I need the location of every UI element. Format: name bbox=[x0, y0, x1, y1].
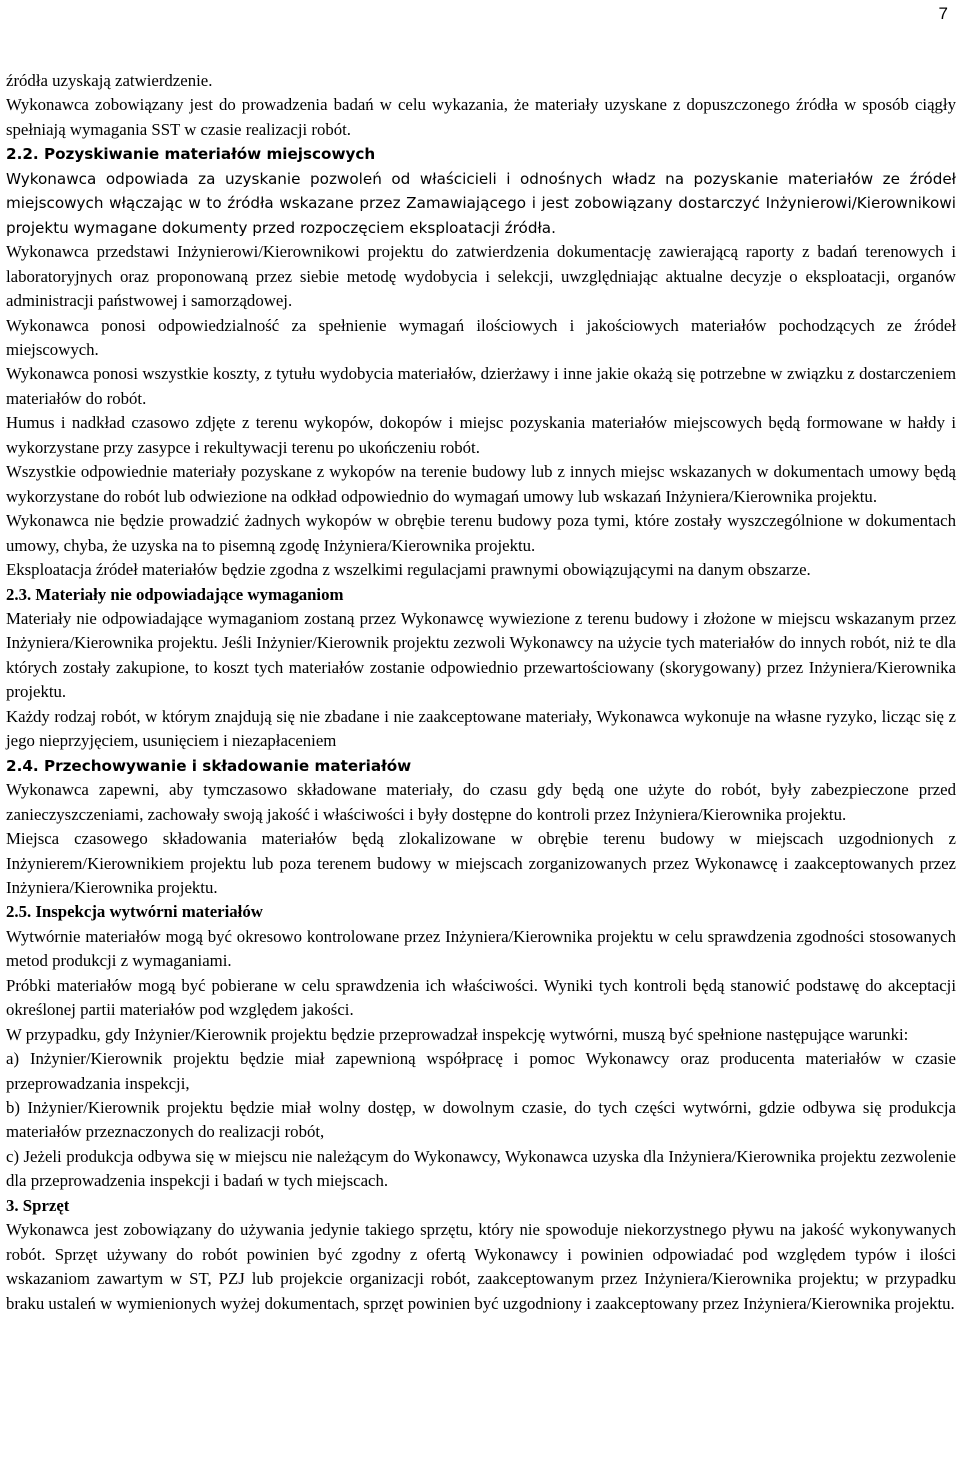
list-item-b: b) Inżynier/Kierownik projektu będzie miał wolny dostęp, w dowolnym czasie, do tych części wytwórni, gdzie odbywa się produkcja materiałów przeznaczonych do realizacji robót, bbox=[6, 1098, 956, 1142]
paragraph: Wykonawca przedstawi Inżynierowi/Kierownikowi projektu do zatwierdzenia dokumentację zawierającą raporty z badań terenowych i laboratoryjnych oraz proponowaną przez siebie metodę wydobycia i selekcji, uwzględniając aktualne decyzje o eksploatacji, organów administracji państwowej i samorządowej. bbox=[6, 242, 956, 311]
paragraph: Eksploatacja źródeł materiałów będzie zgodna z wszelkimi regulacjami prawnymi obowiązującymi na danym obszarze. bbox=[6, 560, 811, 580]
document-page bbox=[6, 0, 956, 1462]
paragraph: Wykonawca nie będzie prowadzić żadnych wykopów w obrębie terenu budowy poza tymi, które zostały wyszczególnione w dokumentach umowy, chyba, że uzyska na to pisemną zgodę Inżyniera/Kierownika projektu. bbox=[6, 511, 956, 555]
section-heading-2-3: 2.3. Materiały nie odpowiadające wymaganiom bbox=[6, 584, 344, 604]
section-heading-2-2: 2.2. Pozyskiwanie materiałów miejscowych bbox=[6, 145, 376, 164]
list-item-a: a) Inżynier/Kierownik projektu będzie miał zapewnioną współpracę i pomoc Wykonawcy oraz producenta materiałów w czasie przeprowadzania inspekcji, bbox=[6, 1049, 956, 1093]
paragraph: Próbki materiałów mogą być pobierane w celu sprawdzenia ich właściwości. Wyniki tych kontroli będą stanowić podstawę do akceptacji określonej partii materiałów pod względem jakości. bbox=[6, 975, 956, 1020]
paragraph: Miejsca czasowego składowania materiałów będą zlokalizowane w obrębie terenu budowy w miejscach uzgodnionych z Inżynierem/Kierownikiem projektu lub poza terenem budowy w miejscach zorganizowanych przez Wykonawcę i zaakceptowanych przez Inżyniera/Kierownika projektu. bbox=[6, 829, 956, 897]
paragraph: Wykonawca odpowiada za uzyskanie pozwoleń od właścicieli i odnośnych władz na pozyskanie materiałów ze źródeł miejscowych włączając w to źródła wskazane przez Zamawiającego i jest zobowiązany dostarczyć Inżynierowi/Kierownikowi projektu wymagane dokumenty przed rozpoczęciem eksploatacji źródła. bbox=[6, 169, 956, 237]
paragraph: W przypadku, gdy Inżynier/Kierownik projektu będzie przeprowadzał inspekcję wytwórni, muszą być spełnione następujące warunki: bbox=[6, 1024, 909, 1044]
section-heading-2-5: 2.5. Inspekcja wytwórni materiałów bbox=[6, 902, 263, 922]
paragraph: Humus i nadkład czasowo zdjęte z terenu wykopów, dokopów i miejsc pozyskania materiałów miejscowych będą formowane w hałdy i wykorzystane przy zasypce i rekultywacji terenu po ukończeniu robót. bbox=[6, 413, 956, 457]
paragraph: Wykonawca ponosi wszystkie koszty, z tytułu wydobycia materiałów, dzierżawy i inne jakie okażą się potrzebne w związku z dostarczeniem materiałów do robót. bbox=[6, 364, 956, 408]
paragraph: Wykonawca zobowiązany jest do prowadzenia badań w celu wykazania, że materiały uzyskane z dopuszczonego źródła w sposób ciągły spełniają wymagania SST w czasie realizacji robót. bbox=[6, 95, 956, 139]
paragraph: Wszystkie odpowiednie materiały pozyskane z wykopów na terenie budowy lub z innych miejsc wskazanych w dokumentach umowy będą wykorzystane do robót lub odwiezione na odkład odpowiednio do wymagań umowy lub wskazań Inżyniera/Kierownika projektu. bbox=[6, 462, 956, 506]
list-item-c: c) Jeżeli produkcja odbywa się w miejscu nie należącym do Wykonawcy, Wykonawca uzyska dla Inżyniera/Kierownika projektu zezwolenie dla przeprowadzenia inspekcji i badań w tych miejscach. bbox=[6, 1146, 956, 1191]
paragraph: Wykonawca ponosi odpowiedzialność za spełnienie wymagań ilościowych i jakościowych materiałów pochodzących ze źródeł miejscowych. bbox=[6, 315, 956, 359]
paragraph: Materiały nie odpowiadające wymaganiom zostaną przez Wykonawcę wywiezione z terenu budowy i złożone w miejscu wskazanym przez Inżyniera/Kierownika projektu. Jeśli Inżynier/Kierownik projektu zezwoli Wykonawcy na użycie tych materiałów do innych robót, niż te dla których zostały zakupione, to koszt tych materiałów zostanie odpowiednio przewartościowany (skorygowany) przez Inżyniera/Kierownika projektu. bbox=[6, 608, 956, 702]
document-body bbox=[6, 69, 956, 1316]
section-heading-2-4: 2.4. Przechowywanie i składowanie materiałów bbox=[6, 756, 412, 775]
paragraph: Wykonawca jest zobowiązany do używania jedynie takiego sprzętu, który nie spowoduje niekorzystnego pływu na jakość wykonywanych robót. Sprzęt używany do robót powinien być zgodny z ofertą Wykonawcy i powinien odpowiadać pod względem typów i ilości wskazaniom zawartym w ST, PZJ lub projekcie organizacji robót, zaakceptowanym przez Inżyniera/Kierownika projektu; w przypadku braku ustaleń w wymienionych wyżej dokumentach, sprzęt powinien być uzgodniony i zaakceptowany przez Inżyniera/Kierownika projektu. bbox=[6, 1220, 956, 1313]
paragraph: źródła uzyskają zatwierdzenie. bbox=[6, 71, 213, 90]
paragraph: Wykonawca zapewni, aby tymczasowo składowane materiały, do czasu gdy będą one użyte do robót, były zabezpieczone przed zanieczyszczeniami, zachowały swoją jakość i właściwości i były dostępne do kontroli przez Inżyniera/Kierownika projektu. bbox=[6, 780, 956, 824]
section-heading-3: 3. Sprzęt bbox=[6, 1195, 70, 1215]
paragraph: Każdy rodzaj robót, w którym znajdują się nie zbadane i nie zaakceptowane materiały, Wykonawca wykonuje na własne ryzyko, licząc się z jego nieprzyjęciem, usunięciem i niezapłaceniem bbox=[6, 706, 956, 751]
page-number: 7 bbox=[938, 4, 948, 23]
paragraph: Wytwórnie materiałów mogą być okresowo kontrolowane przez Inżyniera/Kierownika projektu w celu sprawdzenia zgodności stosowanych metod produkcji z wymaganiami. bbox=[6, 926, 956, 971]
